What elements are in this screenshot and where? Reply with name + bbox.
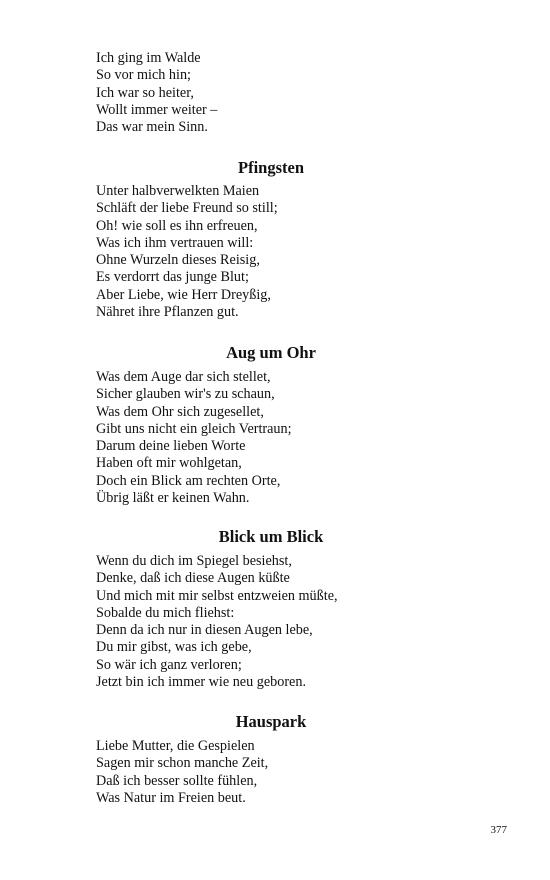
poem-line: Sicher glauben wir's zu schaun,	[96, 386, 275, 403]
poem-line: Denn da ich nur in diesen Augen lebe,	[96, 622, 313, 639]
poem-line: Haben oft mir wohlgetan,	[96, 455, 242, 472]
poem-line: Ich war so heiter,	[96, 84, 194, 101]
poem-line: Liebe Mutter, die Gespielen	[96, 738, 255, 754]
poem-line: Sobalde du mich fliehst:	[96, 604, 235, 621]
poem-line: Aber Liebe, wie Herr Dreyßig,	[96, 286, 271, 303]
poem-stanza-pfingsten	[96, 183, 476, 321]
poem-title-pfingsten: Pfingsten	[238, 158, 304, 177]
poem-line: Du mir gibst, was ich gebe,	[96, 639, 252, 656]
poem-title-blick-um-blick: Blick um Blick	[218, 527, 324, 546]
poem-line: Das war mein Sinn.	[96, 119, 208, 136]
poem-stanza-aug-um-ohr	[96, 369, 476, 507]
poem-line: So vor mich hin;	[96, 67, 191, 84]
poem-line: Sagen mir schon manche Zeit,	[96, 755, 269, 772]
poem-line: Ich ging im Walde	[96, 50, 201, 66]
poem-line: Es verdorrt das junge Blut;	[96, 269, 249, 286]
poem-line: Unter halbverwelkten Maien	[96, 183, 260, 199]
poem-line: Denke, daß ich diese Augen küßte	[96, 570, 290, 587]
poem-line: Nähret ihre Pflanzen gut.	[96, 304, 239, 321]
poem-line: Oh! wie soll es ihn erfreuen,	[96, 217, 258, 234]
poem-line: So wär ich ganz verloren;	[96, 656, 242, 673]
poem-stanza-continuation	[96, 50, 476, 136]
poem-line: Was Natur im Freien beut.	[96, 789, 246, 806]
poem-line: Darum deine lieben Worte	[96, 438, 246, 455]
poem-line: Doch ein Blick am rechten Orte,	[96, 472, 281, 489]
poem-title-hauspark: Hauspark	[235, 712, 307, 731]
poem-stanza-blick-um-blick	[96, 553, 476, 691]
poem-line: Daß ich besser sollte fühlen,	[96, 772, 258, 789]
poem-title-aug-um-ohr: Aug um Ohr	[226, 343, 316, 362]
poem-line: Gibt uns nicht ein gleich Vertraun;	[96, 420, 292, 437]
poem-line: Schläft der liebe Freund so still;	[96, 200, 278, 217]
poem-line: Übrig läßt er keinen Wahn.	[96, 490, 250, 507]
poem-line: Wenn du dich im Spiegel besiehst,	[96, 553, 292, 569]
poem-line: Was ich ihm vertrauen will:	[96, 234, 254, 251]
poem-line: Wollt immer weiter –	[96, 101, 218, 118]
poem-line: Und mich mit mir selbst entzweien müßte,	[96, 587, 338, 604]
poem-line: Was dem Ohr sich zugesellet,	[96, 403, 264, 420]
poem-line: Ohne Wurzeln dieses Reisig,	[96, 252, 260, 269]
page-number: 377	[490, 824, 507, 836]
poem-line: Jetzt bin ich immer wie neu geboren.	[96, 674, 306, 691]
poem-line: Was dem Auge dar sich stellet,	[96, 369, 271, 385]
poem-stanza-hauspark	[96, 738, 476, 807]
